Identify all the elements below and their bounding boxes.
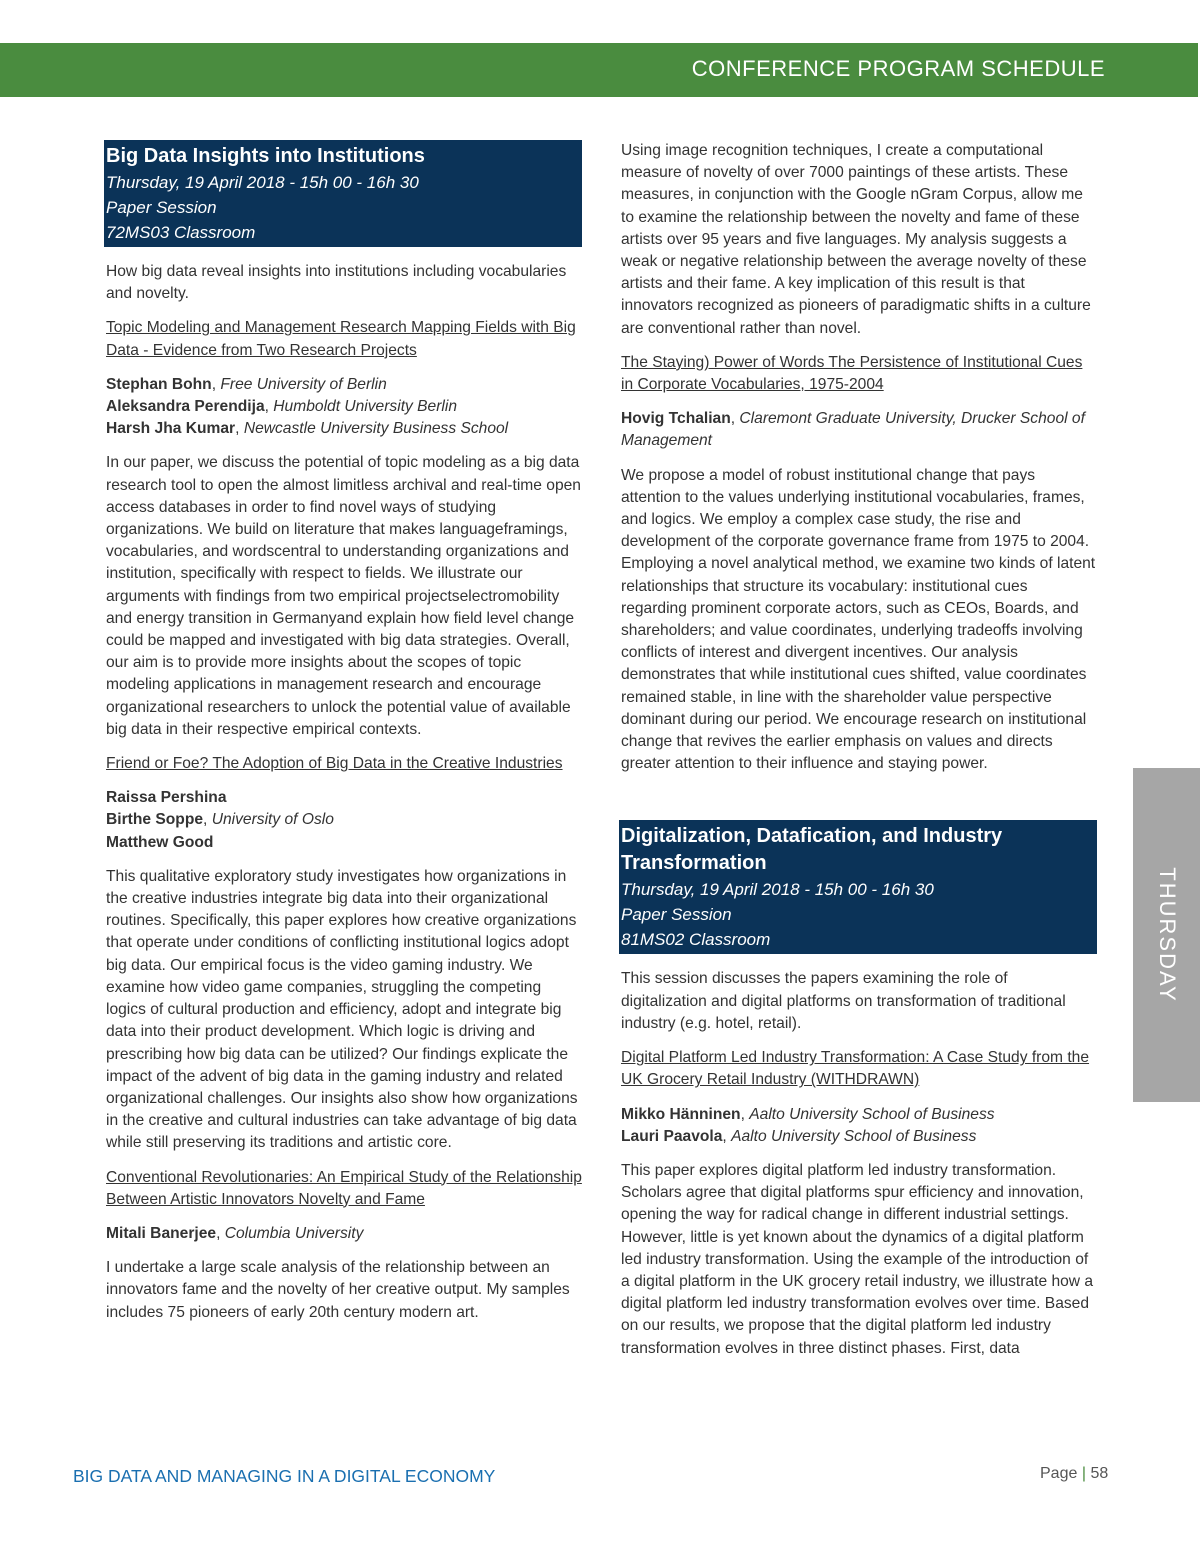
day-side-tab bbox=[1133, 768, 1200, 1102]
abstract-continuation: Using image recognition techniques, I create a computational measure of novelty of over 7000 paintings of these artists. These measures, in conjunction with the Google nGram Corpus, allow me to examine the relationship between the novelty and fame of these artists over 95 years and five languages. My analysis suggests a weak or negative relationship between the average novelty of these artists and their fame. A key implication of this result is that innovators recognized as pioneers of paradigmatic shifts in a culture are conventional rather than novel. bbox=[621, 142, 1091, 337]
session-description: This session discusses the papers examining the role of digitalization and digital platforms on transformation of traditional industry (e.g. hotel, retail). bbox=[621, 970, 1066, 1032]
author-name: Hovig Tchalian bbox=[621, 410, 731, 428]
paper-abstract: This qualitative exploratory study investigates how organizations in the creative industries integrate big data into their organizational routines. Specifically, this paper explores how creative organizations that operate under conditions of conflicting institutional logics adopt big data. Our empirical focus is the video gaming industry. We examine how video game companies, struggling the competing logics of cultural production and efficiency, adopt and integrate big data into their product development. Which logic is driving and prescribing how big data can be utilized? Our findings explicate the impact of the advent of big data in the gaming industry and related organizational challenges. Our insights also show how organizations in the creative and cultural industries can take advantage of big data while still preserving its traditions and artistic core. bbox=[106, 867, 578, 1152]
author-line bbox=[106, 418, 582, 440]
author-affiliation: Humboldt University Berlin bbox=[273, 398, 458, 416]
author-separator: , bbox=[203, 811, 212, 829]
paper-abstract: I undertake a large scale analysis of the relationship between an innovators fame and the novelty of her creative output. My samples includes 75 pioneers of early 20th century modern art. bbox=[106, 1259, 570, 1321]
header-title: CONFERENCE PROGRAM SCHEDULE bbox=[691, 56, 1105, 81]
session-header bbox=[104, 140, 582, 247]
author-list bbox=[106, 1223, 582, 1245]
author-affiliation: Aalto University School of Business bbox=[731, 1127, 977, 1145]
page-label: Page bbox=[1040, 1465, 1078, 1482]
author-line bbox=[621, 1126, 1097, 1148]
paper-title-link[interactable]: Topic Modeling and Management Research Mapping Fields with Big Data - Evidence from Two Research Projects bbox=[106, 319, 576, 359]
page-number: 58 bbox=[1090, 1465, 1109, 1482]
author-name: Matthew Good bbox=[106, 833, 214, 851]
author-list bbox=[621, 1104, 1097, 1148]
author-affiliation: Claremont Graduate University, Drucker School of Management bbox=[621, 410, 1085, 450]
author-name: Mikko Hänninen bbox=[621, 1105, 741, 1123]
author-line bbox=[106, 374, 582, 396]
paper-abstract: In our paper, we discuss the potential of topic modeling as a big data research tool to open the almost limitless archival and real-time open access databases in order to find novel ways of studying organizations. We build on literature that makes languageframings, vocabularies, and wordscentral to understanding organizations and institution, specifically with respect to fields. We illustrate our arguments with findings from two empirical projectselectromobility and energy transition in Germanyand explain how field level change could be mapped and investigated with big data strategies. Overall, our aim is to provide more insights about the scopes of topic modeling applications in management research and encourage organizational researchers to unlock the potential value of available big data in their respective empirical contexts. bbox=[106, 454, 581, 738]
author-name: Raissa Pershina bbox=[106, 789, 227, 807]
session-type: Paper Session bbox=[621, 905, 732, 925]
session-datetime: Thursday, 19 April 2018 - 15h 00 - 16h 30 bbox=[106, 173, 419, 192]
author-name: Stephan Bohn bbox=[106, 375, 212, 393]
author-separator: , bbox=[264, 398, 274, 416]
author-list bbox=[106, 374, 582, 441]
author-name: Harsh Jha Kumar bbox=[106, 420, 236, 438]
session-description: How big data reveal insights into institutions including vocabularies and novelty. bbox=[106, 263, 567, 303]
author-line bbox=[106, 396, 582, 418]
left-column bbox=[106, 140, 582, 1324]
author-separator: , bbox=[211, 375, 221, 393]
paper-title-link[interactable]: Conventional Revolutionaries: An Empirical Study of the Relationship Between Artistic Innovators Novelty and Fame bbox=[106, 1168, 582, 1208]
session-type: Paper Session bbox=[106, 198, 217, 217]
author-line bbox=[106, 1223, 582, 1245]
session-title: Big Data Insights into Institutions bbox=[106, 145, 425, 167]
session-room: 72MS03 Classroom bbox=[106, 223, 256, 242]
footer-publication-title: BIG DATA AND MANAGING IN A DIGITAL ECONOMY bbox=[73, 1466, 496, 1486]
author-affiliation: University of Oslo bbox=[211, 811, 334, 829]
paper-title-link[interactable]: The Staying) Power of Words The Persistence of Institutional Cues in Corporate Vocabularies, 1975-2004 bbox=[621, 353, 1083, 394]
author-affiliation: Columbia University bbox=[224, 1224, 364, 1242]
author-separator: , bbox=[235, 420, 244, 438]
paper-title-link[interactable]: Digital Platform Led Industry Transformation: A Case Study from the UK Grocery Retail Industry (WITHDRAWN) bbox=[621, 1049, 1090, 1089]
author-line bbox=[106, 832, 582, 854]
author-name: Birthe Soppe bbox=[106, 811, 204, 829]
author-affiliation: Aalto University School of Business bbox=[749, 1105, 995, 1123]
session-room: 81MS02 Classroom bbox=[621, 930, 771, 950]
author-separator: , bbox=[740, 1105, 750, 1123]
author-line bbox=[106, 787, 582, 809]
author-separator: , bbox=[730, 410, 740, 428]
page-number-label bbox=[1040, 1465, 1108, 1483]
author-name: Mitali Banerjee bbox=[106, 1224, 217, 1242]
author-line bbox=[621, 1104, 1097, 1126]
author-line bbox=[106, 809, 582, 831]
day-tab-label: THURSDAY bbox=[1154, 867, 1180, 1003]
paper-abstract: We propose a model of robust institutional change that pays attention to the values underlying institutional vocabularies, frames, and logics. We employ a complex case study, the rise and development of the corporate governance frame from 1975 to 2004. Employing a novel analytical method, we examine two kinds of latent relationships that structure its vocabulary: institutional cues regarding prominent corporate actors, such as CEOs, Boards, and shareholders; and value coordinates, underlying tradeoffs involving conflicts of interest and divergent incentives. Our analysis demonstrates that while institutional cues shifted, value coordinates remained stable, in line with the shareholder value perspective dominant during our period. We encourage research on institutional change that revives the earlier emphasis on values and directs greater attention to their influence and staying power. bbox=[621, 466, 1096, 773]
author-separator: , bbox=[722, 1127, 732, 1145]
author-affiliation: Newcastle University Business School bbox=[243, 420, 509, 438]
paper-title-link[interactable]: Friend or Foe? The Adoption of Big Data in the Creative Industries bbox=[106, 755, 563, 773]
author-name: Aleksandra Perendija bbox=[106, 398, 265, 416]
paper-abstract: This paper explores digital platform led industry transformation. Scholars agree that digital platforms spur efficiency and innovation, opening the way for radical change in different industrial settings. However, little is yet known about the dynamics of a digital platform led industry transformation. Using the example of the introduction of a digital platform in the UK grocery retail industry, we illustrate how a digital platform led industry transformation evolves over time. Based on our results, we propose that the digital platform led industry transformation evolves in three distinct phases. First, data bbox=[621, 1161, 1094, 1357]
page-separator: | bbox=[1081, 1465, 1086, 1482]
author-affiliation: Free University of Berlin bbox=[220, 375, 387, 393]
session-title: Digitalization, Datafication, and Industry Transformation bbox=[621, 825, 1003, 875]
author-line bbox=[621, 408, 1097, 452]
author-separator: , bbox=[216, 1224, 225, 1242]
author-list bbox=[106, 787, 582, 854]
session-datetime: Thursday, 19 April 2018 - 15h 00 - 16h 30 bbox=[621, 880, 934, 900]
header-bar bbox=[0, 43, 1198, 97]
right-column bbox=[621, 140, 1097, 1360]
author-name: Lauri Paavola bbox=[621, 1127, 723, 1145]
session-header bbox=[619, 820, 1097, 954]
author-list bbox=[621, 408, 1097, 452]
